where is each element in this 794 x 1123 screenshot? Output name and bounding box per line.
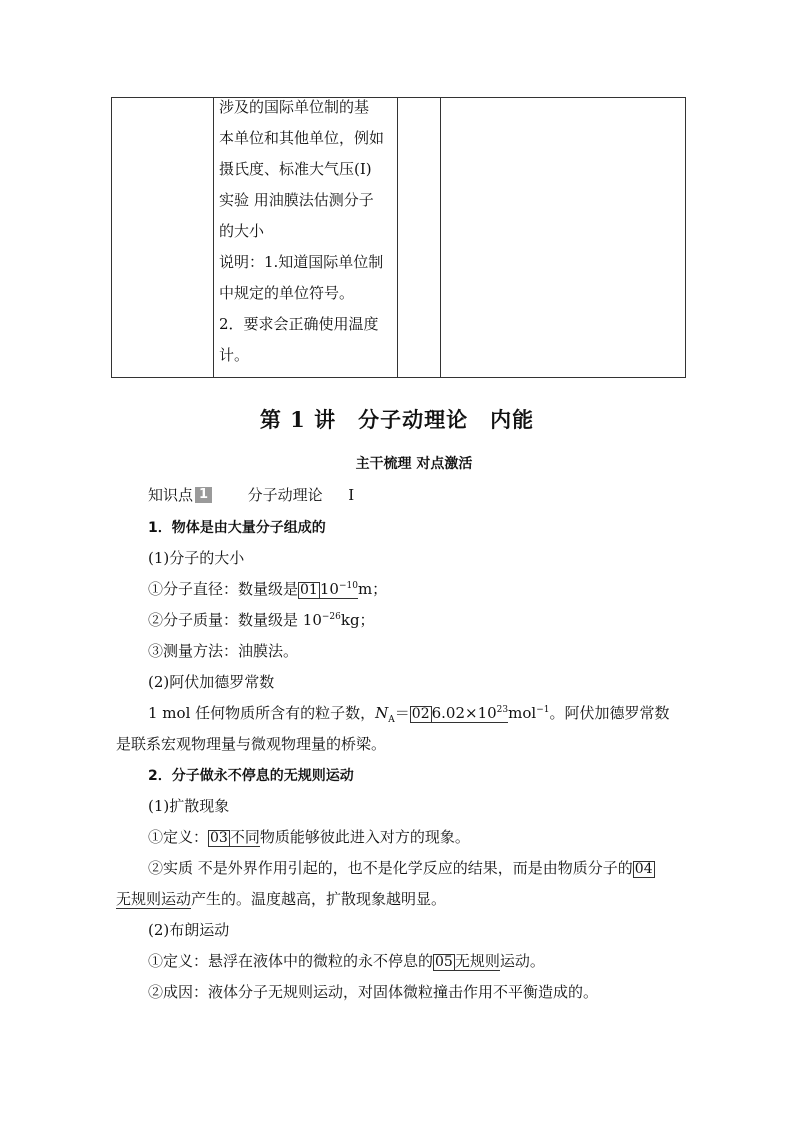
brownian-definition (148, 950, 545, 971)
unit: mol (508, 704, 537, 722)
answer-blank (410, 704, 508, 723)
table-cell-line: 实验 用油膜法估测分子 (219, 191, 374, 209)
answer-text: 6.02×10 (431, 704, 497, 722)
answer-number-box: 03 (210, 830, 228, 846)
text: ①分子直径：数量级是 (148, 580, 299, 598)
knowledge-level: Ⅰ (348, 486, 355, 504)
text: 物质能够彼此进入对方的现象。 (259, 828, 470, 846)
section-subtitle: 主干梳理 对点激活 (355, 456, 473, 472)
diffusion-definition (148, 826, 470, 847)
answer-number-box: 05 (435, 954, 453, 970)
avogadro-line-2: 是联系宏观物理量与微观物理量的桥梁。 (116, 735, 387, 753)
table-cell-line: 计。 (219, 346, 250, 364)
table-cell-line: 本单位和其他单位，例如 (219, 129, 385, 147)
exponent: −10 (338, 581, 358, 591)
answer-text: 无规则运动 (116, 890, 192, 908)
subheading: (1)扩散现象 (148, 797, 230, 815)
exponent: 23 (496, 705, 509, 715)
subscript: A (388, 715, 395, 725)
diffusion-essence (148, 857, 655, 878)
answer-text: 不同 (229, 828, 260, 846)
answer-number-box: 01 (300, 582, 318, 598)
text: ②分子质量：数量级是 10 (148, 611, 322, 629)
table-cell-requirements (219, 92, 397, 371)
section-heading: 1．物体是由大量分子组成的 (148, 520, 326, 536)
mass-line (148, 609, 375, 630)
table-divider (397, 98, 398, 377)
answer-number-box: 04 (634, 861, 653, 877)
knowledge-name: 分子动理论 (247, 486, 323, 504)
symbol: N (375, 704, 389, 722)
answer-text: 10 (319, 580, 339, 598)
text: ②实质 不是外界作用引起的，也不是化学反应的结果，而是由物质分子的 (148, 859, 633, 877)
diameter-line (148, 578, 387, 599)
table-divider (440, 98, 441, 377)
table-cell-line: 说明：1.知道国际单位制 (219, 253, 384, 271)
unit: kg； (340, 611, 375, 629)
text: ＝ (394, 704, 410, 722)
knowledge-prefix: 知识点 (148, 486, 194, 504)
exponent: −26 (321, 612, 341, 622)
answer-number-box: 02 (411, 706, 430, 722)
table-divider (213, 98, 214, 377)
text: 运动。 (499, 952, 545, 970)
measure-line: ③测量方法：油膜法。 (148, 642, 299, 660)
text: 1 mol 任何物质所含有的粒子数， (148, 704, 376, 722)
knowledge-point-row (148, 484, 354, 505)
brownian-cause: ②成因：液体分子无规则运动，对固体微粒撞击作用不平衡造成的。 (148, 983, 599, 1001)
standards-table (111, 97, 686, 378)
answer-blank (298, 580, 358, 599)
avogadro-line (148, 702, 669, 725)
text: ①定义： (148, 828, 209, 846)
text: ①定义：悬浮在液体中的微粒的永不停息的 (148, 952, 434, 970)
table-cell-line: 中规定的单位符号。 (219, 284, 355, 302)
text: 。阿伏加德罗常数 (549, 704, 670, 722)
subheading: (1)分子的大小 (148, 549, 245, 567)
section-heading: 2．分子做永不停息的无规则运动 (148, 768, 354, 784)
knowledge-number-badge: 1 (195, 487, 212, 503)
answer-text: 无规则 (454, 952, 500, 970)
lesson-title: 第 1 讲 分子动理论 内能 (259, 407, 535, 432)
table-cell-line: 的大小 (219, 222, 265, 240)
unit: m； (357, 580, 388, 598)
text: 产生的。温度越高，扩散现象越明显。 (191, 890, 447, 908)
answer-blank (208, 828, 260, 847)
answer-blank (433, 952, 500, 971)
diffusion-essence-2 (116, 888, 446, 909)
table-cell-line: 2．要求会正确使用温度 (219, 315, 379, 333)
table-cell-line: 涉及的国际单位制的基 (219, 98, 370, 116)
table-cell-line: 摄氏度、标准大气压(Ⅰ) (219, 160, 372, 178)
exponent: −1 (536, 705, 550, 715)
subheading: (2)阿伏加德罗常数 (148, 673, 275, 691)
subheading: (2)布朗运动 (148, 921, 230, 939)
